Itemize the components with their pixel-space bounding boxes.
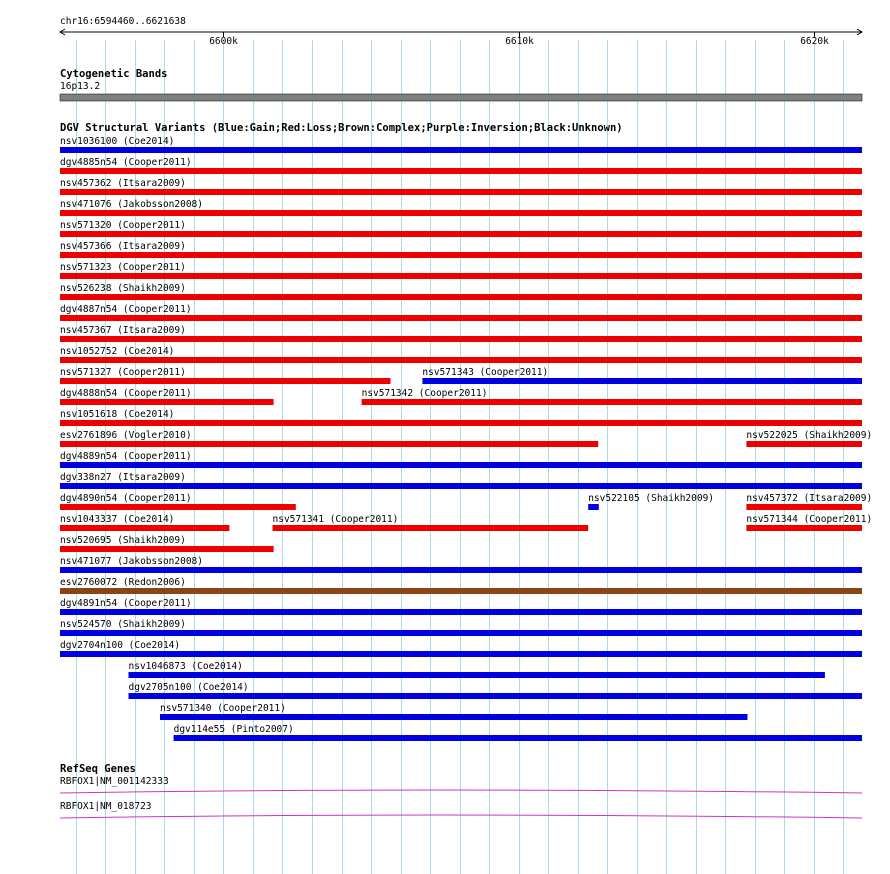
- gene-label: RBFOX1|NM_018723: [60, 801, 152, 812]
- dgv-feature-label: esv2761896 (Vogler2010): [60, 430, 192, 441]
- dgv-feature-bar[interactable]: [60, 567, 862, 573]
- dgv-feature-bar[interactable]: [60, 630, 862, 636]
- dgv-feature-bar[interactable]: [160, 714, 748, 720]
- dgv-feature-label: nsv522025 (Shaikh2009): [746, 430, 873, 441]
- dgv-feature-label: dgv338n27 (Itsara2009): [60, 472, 186, 483]
- dgv-feature-bar[interactable]: [60, 231, 862, 237]
- dgv-feature-label: dgv4891n54 (Cooper2011): [60, 598, 192, 609]
- ruler-ticks: [209, 32, 829, 47]
- cytoband-bar[interactable]: [60, 94, 862, 101]
- dgv-feature-bar[interactable]: [174, 735, 862, 741]
- dgv-feature-bar[interactable]: [60, 651, 862, 657]
- dgv-feature-bar[interactable]: [60, 252, 862, 258]
- dgv-feature-bar[interactable]: [60, 273, 862, 279]
- dgv-feature-label: nsv571344 (Cooper2011): [746, 514, 873, 525]
- dgv-feature-label: nsv571323 (Cooper2011): [60, 262, 186, 273]
- dgv-feature-label: dgv4885n54 (Cooper2011): [60, 157, 192, 168]
- dgv-feature-bar[interactable]: [60, 483, 862, 489]
- dgv-feature-bar[interactable]: [273, 525, 589, 531]
- dgv-track[interactable]: [60, 122, 872, 741]
- cytoband-track-title: Cytogenetic Bands: [60, 68, 168, 80]
- dgv-features: [60, 136, 872, 741]
- dgv-feature-label: dgv4889n54 (Cooper2011): [60, 451, 192, 462]
- dgv-feature-bar[interactable]: [60, 336, 862, 342]
- dgv-feature-label: nsv1052752 (Coe2014): [60, 346, 175, 357]
- dgv-feature-bar[interactable]: [362, 399, 862, 405]
- dgv-feature-label: nsv571341 (Cooper2011): [272, 514, 399, 525]
- dgv-feature-label: nsv524570 (Shaikh2009): [60, 619, 186, 630]
- dgv-feature-bar[interactable]: [60, 147, 862, 153]
- dgv-feature-bar[interactable]: [60, 462, 862, 468]
- dgv-feature-bar[interactable]: [129, 672, 825, 678]
- dgv-feature-label: nsv571320 (Cooper2011): [60, 220, 186, 231]
- dgv-feature-bar[interactable]: [60, 525, 229, 531]
- ruler-tick-label: 6610k: [505, 36, 534, 47]
- dgv-feature-label: nsv571327 (Cooper2011): [60, 367, 186, 378]
- dgv-feature-bar[interactable]: [746, 441, 862, 447]
- dgv-feature-bar[interactable]: [60, 546, 274, 552]
- dgv-feature-label: dgv4888n54 (Cooper2011): [60, 388, 192, 399]
- dgv-track-title: DGV Structural Variants (Blue:Gain;Red:Loss;Brown:Complex;Purple:Inversion;Black:Unknown): [60, 122, 623, 134]
- dgv-feature-label: nsv1051618 (Coe2014): [60, 409, 175, 420]
- dgv-feature-label: nsv457366 (Itsara2009): [60, 241, 186, 252]
- dgv-feature-label: dgv2704n100 (Coe2014): [60, 640, 181, 651]
- dgv-feature-label: dgv114e55 (Pinto2007): [173, 724, 294, 735]
- dgv-feature-label: dgv2705n100 (Coe2014): [128, 682, 249, 693]
- dgv-feature-label: nsv571342 (Cooper2011): [361, 388, 488, 399]
- dgv-feature-bar[interactable]: [60, 315, 862, 321]
- gene-label: RBFOX1|NM_001142333: [60, 776, 169, 787]
- dgv-feature-label: dgv4887n54 (Cooper2011): [60, 304, 192, 315]
- dgv-feature-bar[interactable]: [60, 441, 598, 447]
- dgv-feature-bar[interactable]: [60, 609, 862, 615]
- refseq-track-title: RefSeq Genes: [60, 763, 136, 775]
- dgv-feature-label: nsv520695 (Shaikh2009): [60, 535, 186, 546]
- ruler-location: chr16:6594460..6621638: [60, 16, 186, 27]
- dgv-feature-bar[interactable]: [60, 357, 862, 363]
- dgv-feature-bar[interactable]: [422, 378, 862, 384]
- dgv-feature-bar[interactable]: [60, 588, 862, 594]
- dgv-feature-label: nsv571343 (Cooper2011): [422, 367, 549, 378]
- dgv-feature-label: nsv471077 (Jakobsson2008): [60, 556, 203, 567]
- dgv-feature-bar[interactable]: [60, 294, 862, 300]
- dgv-feature-bar[interactable]: [60, 210, 862, 216]
- cytoband-label: 16p13.2: [60, 81, 101, 92]
- dgv-feature-label: dgv4890n54 (Cooper2011): [60, 493, 192, 504]
- ruler-tick-label: 6600k: [209, 36, 238, 47]
- dgv-feature-label: nsv1046873 (Coe2014): [128, 661, 243, 672]
- dgv-feature-label: nsv471076 (Jakobsson2008): [60, 199, 203, 210]
- dgv-feature-label: nsv571340 (Cooper2011): [160, 703, 286, 714]
- dgv-feature-bar[interactable]: [60, 189, 862, 195]
- dgv-feature-bar[interactable]: [746, 504, 862, 510]
- dgv-feature-bar[interactable]: [60, 420, 862, 426]
- dgv-feature-label: nsv457362 (Itsara2009): [60, 178, 186, 189]
- dgv-feature-label: nsv1036100 (Coe2014): [60, 136, 175, 147]
- dgv-feature-label: esv2760072 (Redon2006): [60, 577, 186, 588]
- dgv-feature-bar[interactable]: [746, 525, 862, 531]
- dgv-feature-bar[interactable]: [129, 693, 863, 699]
- dgv-feature-bar[interactable]: [588, 504, 599, 510]
- dgv-feature-label: nsv522105 (Shaikh2009): [588, 493, 715, 504]
- dgv-feature-label: nsv1043337 (Coe2014): [60, 514, 175, 525]
- dgv-feature-label: nsv457372 (Itsara2009): [746, 493, 873, 504]
- dgv-feature-bar[interactable]: [60, 399, 274, 405]
- dgv-feature-label: nsv457367 (Itsara2009): [60, 325, 186, 336]
- dgv-feature-bar[interactable]: [60, 504, 296, 510]
- dgv-feature-bar[interactable]: [60, 168, 862, 174]
- ruler-tick-label: 6620k: [800, 36, 829, 47]
- dgv-feature-bar[interactable]: [60, 378, 391, 384]
- dgv-feature-label: nsv526238 (Shaikh2009): [60, 283, 186, 294]
